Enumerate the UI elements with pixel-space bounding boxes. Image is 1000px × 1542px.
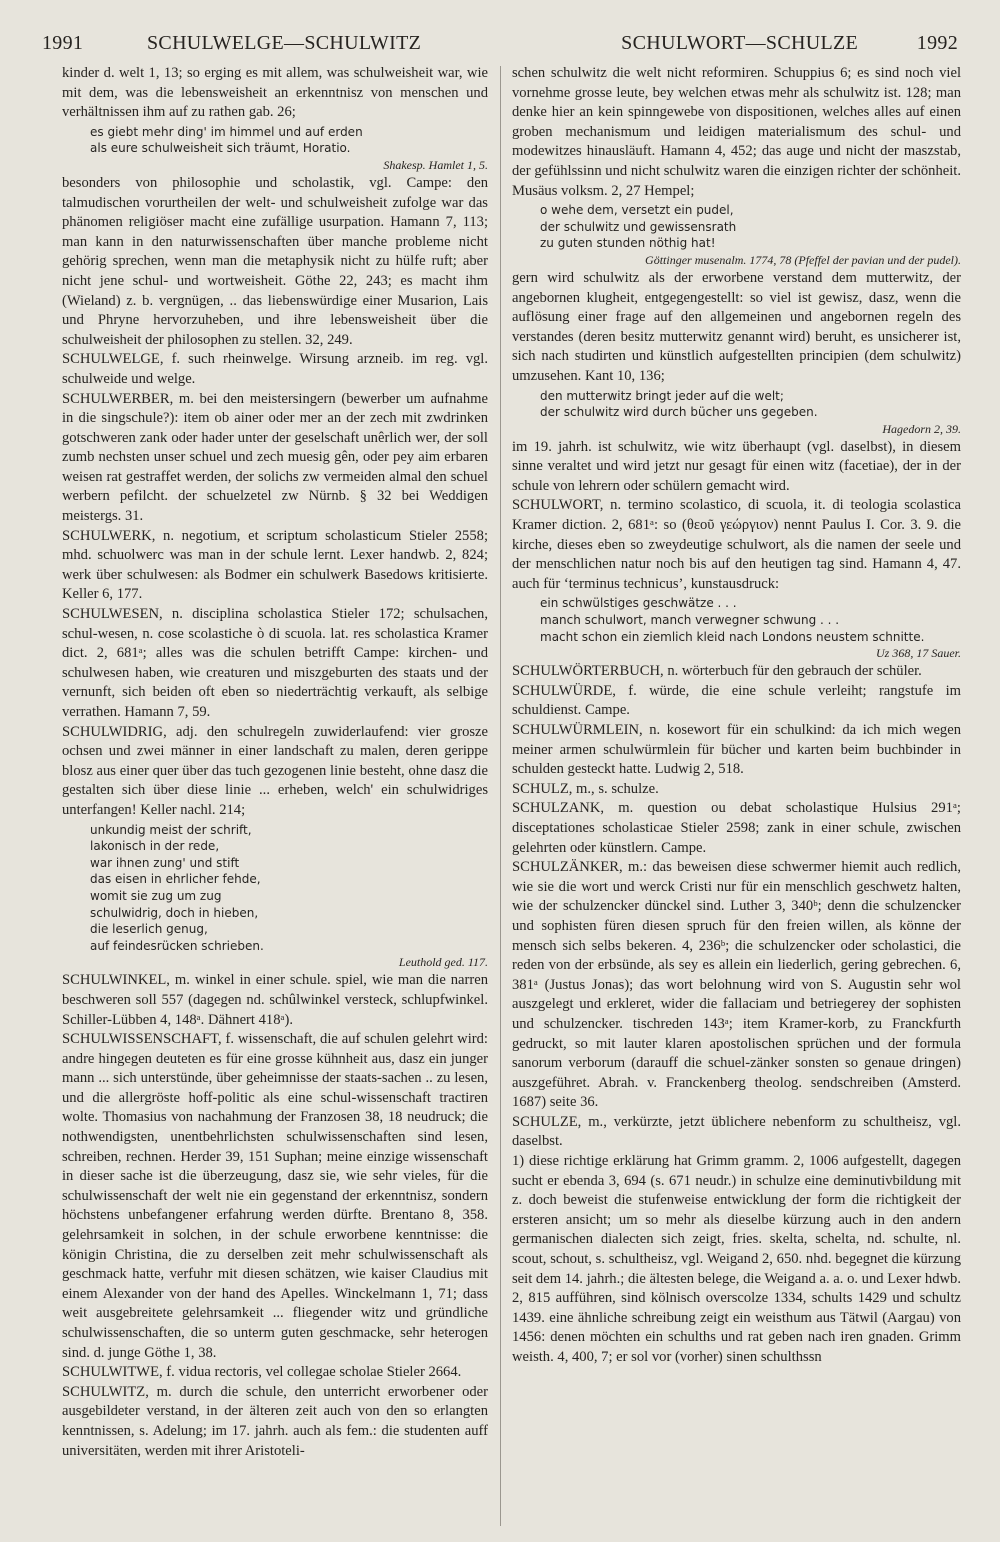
right-column xyxy=(512,64,961,1526)
entry-text: schen schulwitz die welt nicht reformiren. Schuppius 6; es sind noch viel vornehme grosse leute, bey welchen etwas mehr als schulwitz ist. 128; man denke hier an kein spinngewebe von dispositionen, welches alles auf einen groben mechanismum und leidigen materialismum des schul- und modewitzes hinausläuft. Hamann 4, 452; das auge und nicht der maszstab, der gefühlssinn und nicht schulwitz waren die einzigen richter der schönheit. Musäus volksm. 2, 27 Hempel; xyxy=(512,65,961,199)
left-running-head: SCHULWELGE—SCHULWITZ xyxy=(147,32,422,54)
left-page-number: 1991 xyxy=(42,32,84,54)
quote-line: womit sie zug um zug xyxy=(90,888,222,903)
column-divider xyxy=(500,66,501,1526)
quote-line: macht schon ein ziemlich kleid nach Londons neustem schnitte. xyxy=(540,629,925,644)
quote-line: auf feindesrücken schrieben. xyxy=(90,938,264,953)
quote-line: manch schulwort, manch verwegner schwung . . . xyxy=(540,613,840,628)
entry-text: im 19. jahrh. ist schulwitz, wie witz überhaupt (vgl. daselbst), in diesem sinne veraltet und wird jetzt nur gesagt für einen witz (facetiae), der in der schule von lehrern oder schülern gemacht wird. xyxy=(512,438,961,494)
quote-line: der schulwitz wird durch bücher uns gegeben. xyxy=(540,405,818,420)
entry-schulwelge: SCHULWELGE, f. such rheinwelge. Wirsung arzneib. im reg. vgl. schulweide und welge. xyxy=(62,351,488,387)
entry-schulwuerde: SCHULWÜRDE, f. würde, die eine schule verleiht; rangstufe im schuldienst. Campe. xyxy=(512,682,961,719)
quote-line: ein schwülstiges geschwätze . . . xyxy=(540,596,737,611)
entry-schulwerk: SCHULWERK, n. negotium, et scriptum scholasticum Stieler 2558; mhd. schuolwerc was man in der schule lernt. Lexer handwb. 2, 824; werk über schulwesen: als Bodmer ein schulwerk Basedows kritisierte. Keller 6, 177. xyxy=(62,527,488,603)
right-page-number: 1992 xyxy=(916,32,958,54)
entry-schulzank: SCHULZANK, m. question ou debat scholastique Hulsius 291ᵃ; disceptationes scholasticae Stieler 2598; zank in einer schule, zwischen gelehrten oder künstlern. Campe. xyxy=(512,800,961,856)
entry-schulwerber: SCHULWERBER, m. bei den meistersingern (bewerber um aufnahme in die singschule?): item ob ainer oder mer an der zech mit zwdrinken gotschweren zank oder hader unter der geselschaft unêrlich wer, der soll zumb nechsten unser schuel und zech muesig gên, oder pey aim erbaren weisen rat gestraffet werden, der solichs zw vermeiden almal den schuel werbern pefilcht. der schuelzetel zw Nürnb. § 32 bei Weddigen meistergs. 31. xyxy=(62,390,488,525)
entry-schulwidrig: SCHULWIDRIG, adj. den schulregeln zuwiderlaufend: vier grosze ochsen und zwei männer in einer landschaft zu malen, deren gerippe blosz aus einer quer über das tuch gezogenen linie besteht, ohne dasz die gestalten sich über diese linie ... erheben, welch' ein schulwidriges unterfangen! Keller nachl. 214; xyxy=(62,723,488,818)
entry-schulwinkel: SCHULWINKEL, m. winkel in einer schule. spiel, wie man die narren beschweren soll 557 (dagegen nd. schûlwinkel versteck, schlupfwinkel. Schiller-Lübben 4, 148ᵃ. Dähnert 418ᵃ). xyxy=(62,972,488,1028)
quote-line: war ihnen zung' und stift xyxy=(90,855,240,870)
entry-schulwitz: SCHULWITZ, m. durch die schule, den unterricht erworbener oder ausgebildeter verstand, in der älteren zeit auch von den so erlangten kenntnissen, s. Adelung; im 17. jahrh. auch als fem.: die studenten auff universitäten, werden mit ihrer Aristoteli- xyxy=(62,1383,488,1459)
entry-schulwesen: SCHULWESEN, n. disciplina scholastica Stieler 172; schulsachen, schul-wesen, n. cose scolastiche ò di scuola. lat. res scholastica Kramer dict. 2, 681ᵃ; alles was die schulen betrifft Campe: kirchen- und schulwesen haben, wie creaturen und miszgeburten des staats und der vernunft, sich beiden oft eben so niederträchtig verkauft, als selbige verrathen. Hamann 7, 59. xyxy=(62,606,488,720)
entry-schulwoerterbuch: SCHULWÖRTERBUCH, n. wörterbuch für den gebrauch der schüler. xyxy=(512,663,922,680)
quote-line: als eure schulweisheit sich träumt, Horatio. xyxy=(90,141,351,156)
quote-source: Göttinger musenalm. 1774, 78 (Pfeffel der pavian und der pudel). xyxy=(645,252,961,267)
quote-source: Shakesp. Hamlet 1, 5. xyxy=(383,157,488,172)
quote-line: lakonisch in der rede, xyxy=(90,839,220,854)
entry-schulze-sense-1: 1) diese richtige erklärung hat Grimm gramm. 2, 1006 aufgestellt, dagegen sucht er ebenda 3, 694 (s. 671 neudr.) in schulze eine deminutivbildung mit z. doch beweist die stufenweise entwicklung der form die richtigkeit der ersteren ansicht; um so mehr als dieselbe kürzung auch in den andern germanischen dialecten sich zeigt, fries. skelta, schelta, nd. schulte, nl. scout, schout, s. schultheisz, vgl. Weigand 2, 650. nhd. begegnet die kürzung seit dem 14. jahrh.; die ältesten belege, die Weigand a. a. o. und Lexer hdwb. 2, 815 aufführen, sind kölnisch overscolze 1334, schults 1429 und schultz 1439. eine ähnliche schreibung zeigt ein weisthum aus Tätwil (Aargau) von 1456: denen möchten ein schulths und rat geben nach iren gnaden. Grimm weisth. 4, 400, 7; er sol vor (vorher) sinen schulthssn xyxy=(512,1153,961,1365)
entry-text: gern wird schulwitz als der erworbene verstand dem mutterwitz, der angebornen klugheit, entgegengestellt: so viel ist gewisz, dasz, wenn die auflösung einer frage auf den allgemeinen und angebornen regeln des verstandes (deren besitz mutterwitz genannt wird) beruht, es unsicherer ist, sich nach studirten und künstlich aufgestellten principien (dem schulwitz) umzusehen. Kant 10, 136; xyxy=(512,269,961,384)
quote-line: unkundig meist der schrift, xyxy=(90,822,252,837)
quote-source: Uz 368, 17 Sauer. xyxy=(875,646,961,661)
entry-text: besonders von philosophie und scholastik, vgl. Campe: den talmudischen vorurtheilen der welt- und schulweisheit zufolge war das phänomen religiöser macht eine zufällige usurpation. Hamann 7, 113; man kann in den naturwissenschaften über manche probleme nicht gehörig sprechen, wenn man die metaphysik nicht zu hülfe ruft; aber nicht jene schul- und wortweisheit. Göthe 22, 243; es macht ihm (Wieland) z. b. vergnügen, .. das liebenswürdige einer Musarion, Lais und Phryne hervorzuheben, und ihre lebensweisheit über die schulweisheit der philosophen zu stellen. 32, 249. xyxy=(62,174,488,348)
quote-line: schulwidrig, doch in hieben, xyxy=(90,905,259,920)
left-column xyxy=(62,64,488,1526)
entry-schulwort: SCHULWORT, n. termino scolastico, di scuola, it. di teologia scolastica Kramer diction. 2, 681ᵃ: so (θεοῦ γεώργιον) nennt Paulus I. Cor. 3. 9. die kirche, dieses eben so zweydeutige schulwort, als die namen der seele und der menschlichen natur noch bis auf den heutigen tag sind. Hamann 4, 47. auch für ‘terminus technicus’, kunstausdruck: xyxy=(512,497,961,592)
running-header xyxy=(42,32,958,60)
entry-schulz: SCHULZ, m., s. schulze. xyxy=(512,780,659,797)
quote-line: der schulwitz und gewissensrath xyxy=(540,219,737,234)
entry-schulwuermlein: SCHULWÜRMLEIN, n. kosewort für ein schulkind: da ich mich wegen meiner armen schulwürmlein für bücher und karten beim buchbinder in schulden gesteckt hatte. Ludwig 2, 518. xyxy=(512,722,961,778)
quote-source: Hagedorn 2, 39. xyxy=(882,421,961,436)
quote-source: Leuthold ged. 117. xyxy=(398,955,488,970)
quote-line: die leserlich genug, xyxy=(90,922,208,937)
quote-line: o wehe dem, versetzt ein pudel, xyxy=(540,203,734,218)
quote-line: zu guten stunden nöthig hat! xyxy=(540,236,716,251)
entry-schulwitwe: SCHULWITWE, f. vidua rectoris, vel collegae scholae Stieler 2664. xyxy=(62,1364,462,1381)
quote-line: es giebt mehr ding' im himmel und auf erden xyxy=(90,124,363,139)
entry-text: kinder d. welt 1, 13; so erging es mit allem, was schulweisheit war, wie mit dem, was die lebensweisheit an erkenntnisz von menschen und verhältnissen ihm auf zu rathen gab. 26; xyxy=(62,65,488,121)
right-running-head: SCHULWORT—SCHULZE xyxy=(621,32,858,54)
quote-line: das eisen in ehrlicher fehde, xyxy=(90,872,261,887)
quote-line: den mutterwitz bringt jeder auf die welt; xyxy=(540,388,784,403)
entry-schulze: SCHULZE, m., verkürzte, jetzt üblichere nebenform zu schultheisz, vgl. daselbst. xyxy=(512,1113,961,1150)
entry-schulwissenschaft: SCHULWISSENSCHAFT, f. wissenschaft, die auf schulen gelehrt wird: andre hingegen deuteten es für eine grosse kühnheit aus, dasz ein junger mann ... sich unterstünde, über geheimnisse der staats-sachen .. zu lesen, und die allergröste hoff-politic als eine schul-wissenschaft tractiren wolte. Thomasius von nachahmung der Franzosen 38, 18 neudruck; die nothwendigsten, unentbehrlichsten schulwissenschaften sind lesen, schreiben, rechnen. Herder 39, 151 Suphan; meine einzige wissenschaft in dieser sache ist die überzeugung, dasz sie, wie sehr vieles, für die schulwissenschaft der welt nie ein gegenstand der erkenntnisz, sondern höchstens unbefangener erfahrung werden dürfte. Brentano 8, 358. gelehrsamkeit in solchen, in der schule erworbene kenntnisse: die königin Christina, die zu derselben zeit mehr schulwissenschaft als geschmack hatte, verfuhr mit diesen schätzen, wie kaiser Claudius mit einem Alexander von der hand des Apelles. Winckelmann 1, 71; dass weit ausgebreitete gelehrsamkeit ... fliegender witz und gründliche schulwissenschaften, die so unterm guten geschmacke, sehr heterogen sind. d. junge Göthe 1, 38. xyxy=(62,1031,488,1361)
entry-schulzaenker: SCHULZÄNKER, m.: das beweisen diese schwermer hiemit auch redlich, wie sie die wort und werck Cristi nur für ein menschlich geschwetz halten, wie der schulzencker dünckel sind. Luther 3, 340ᵇ; denn die schulzencker und sophisten füren diesen spruch für den freien willen, als könne der mensch sich selbs bekeren. 4, 236ᵇ; die schulzencker oder scholastici, die reden von der erbsünde, als sey es allein ein liederlich, gering gebrechen. 6, 381ᵃ (Justus Jonas); das wort belohnung wird von S. Augustin sehr wol auszgelegt und erkleret, wider die fallaciam und betriegerey der sophisten und schulzencker. tischreden 143ᵃ; item Kramer-korb, zu Franckfurth gedruckt, so mit lauter klaren apostolischen sprüchen und der formula sanorum verborum (darauff die schuel-zänker sonsten so genaue dringen) auszgeführet. Abrah. v. Franckenberg theolog. sendschreiben (Amsterd. 1687) seite 36. xyxy=(512,859,961,1111)
